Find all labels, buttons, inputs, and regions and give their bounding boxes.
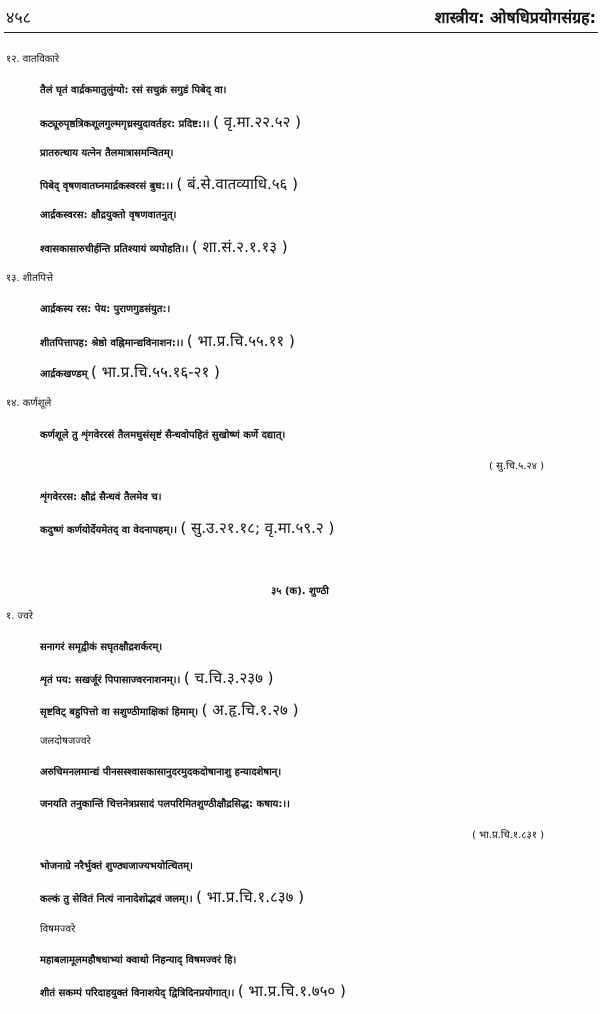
line-text: जलदोषजज्वरे bbox=[40, 735, 91, 747]
citation: ( भा.प्र.चि.५५.१६-२१ ) bbox=[90, 362, 220, 381]
verse-line bbox=[0, 888, 600, 919]
line-text: प्रातरुत्थाय यत्नेन तैलमात्रासमन्वितम्। bbox=[40, 147, 174, 159]
line-text: ३५ (क). शुण्ठी bbox=[271, 585, 329, 597]
spacer bbox=[0, 551, 600, 567]
line-text: जनयति तनुकान्तिं चित्तनेत्रप्रसादं पलपरिमितशुण्ठीक्षौद्रसिद्ध: कषाय:।। bbox=[40, 798, 290, 810]
verse-line bbox=[0, 519, 600, 550]
line-text: कदुष्णं कर्णयोर्देयमेतद् वा वेदनापहम्।। bbox=[40, 525, 177, 537]
line-text: विषमज्वरे bbox=[40, 923, 76, 935]
line-text: १४. कर्णशूले bbox=[6, 398, 52, 410]
citation: ( अ.हृ.चि.१.२७ ) bbox=[201, 700, 299, 719]
verse-line bbox=[0, 113, 600, 144]
running-title: शास्त्रीय: ओषधिप्रयोगसंग्रह: bbox=[434, 8, 596, 27]
verse-line bbox=[0, 363, 600, 394]
citation: ( भा.प्र.चि.१.७५० ) bbox=[237, 982, 346, 1001]
reference-line bbox=[0, 457, 600, 488]
line-text: १. ज्वरे bbox=[6, 610, 33, 622]
verse-line bbox=[0, 669, 600, 700]
line-text: अरुचिमनलमान्द्यं पीनसस्श्वासकासानुदरमुदकदोषानाशु हन्यादशेषान्। bbox=[40, 767, 282, 779]
verse-line bbox=[0, 763, 600, 794]
citation: ( भा.प्र.चि.१.८३७ ) bbox=[196, 888, 304, 907]
chapter-heading bbox=[0, 567, 600, 607]
verse-line bbox=[0, 332, 600, 363]
line-text: आर्द्रकखण्डम् bbox=[40, 368, 88, 380]
line-text: सृष्टविट् बहुपित्तो वा सशुण्ठीमाक्षिकां हिमाम्। bbox=[40, 706, 199, 718]
line-text: कल्कं तु सेवितं नित्यं नानादेशोद्भवं जलम्।। bbox=[40, 894, 193, 906]
header-rule bbox=[4, 32, 598, 33]
verse-line bbox=[0, 638, 600, 669]
citation: ( बं.से.वातव्याधि.५६ ) bbox=[176, 175, 298, 194]
line-text: श्वासकासारुचीर्हन्ति प्रतिश्यायं व्यपोहति।। bbox=[40, 243, 189, 255]
line-text: शीतं सकम्पं परिदाहयुक्तं विनाशयेद् द्वित्रिदिनप्रयोगात्।। bbox=[40, 988, 235, 1000]
section-heading bbox=[0, 269, 600, 300]
page-number: ४५८ bbox=[6, 8, 31, 27]
line-text: तैलं घृतं वार्द्रकमातुलुंग्यो: रसं सचुक्रं सगुडं पिबेद् वा। bbox=[40, 85, 227, 97]
verse-line bbox=[0, 857, 600, 888]
verse-line bbox=[0, 426, 600, 457]
line-text: भोजनाग्रे नरैर्भुक्तं शुण्ठ्यजाज्यभयोत्थितम्। bbox=[40, 861, 193, 873]
line-text: १३. शीतपित्ते bbox=[6, 273, 54, 285]
verse-line bbox=[0, 238, 600, 269]
line-text: ( सु.चि.५.२४ ) bbox=[489, 460, 544, 472]
verse-line bbox=[0, 701, 600, 732]
verse-line bbox=[0, 144, 600, 175]
verse-line bbox=[0, 175, 600, 206]
line-text: आर्द्रकस्वरस: क्षौद्रयुक्तो वृषणवातनुत्। bbox=[40, 210, 177, 222]
line-text: आर्द्रकस्य रस: पेय: पुराणगुडसंयुत:। bbox=[40, 304, 171, 316]
line-text: पिबेद् वृषणवातघ्नमार्द्रकस्वरसं बुध:।। bbox=[40, 181, 174, 193]
line-text: शृंगवेररस: क्षौद्रं सैन्धवं तैलमेव च। bbox=[40, 492, 162, 504]
section-heading bbox=[0, 394, 600, 425]
subsection-label bbox=[0, 732, 600, 763]
line-text: शृतं पय: सखर्जूरं पिपासाज्वरनाशनम्।। bbox=[40, 675, 181, 687]
page-body bbox=[0, 50, 600, 1014]
verse-line bbox=[0, 300, 600, 331]
line-text: कट्यूरुपृष्ठत्रिकशूलगुल्मगृध्रस्युदावर्तहर: प्रदिष्ट:।। bbox=[40, 118, 210, 130]
citation: ( वृ.मा.२२.५२ ) bbox=[213, 112, 302, 131]
verse-line bbox=[0, 795, 600, 826]
line-text: १२. वातविकारे bbox=[6, 54, 60, 65]
line-text: कर्णशूले तु शृंगवेररसं तैलमधुसंसृष्टं सैन्धवोपहितं सुखोष्णं कर्णे दद्यात्। bbox=[40, 429, 286, 441]
section-heading bbox=[0, 607, 600, 638]
page-header bbox=[6, 6, 596, 30]
line-text: सनागरं समृद्वीकं सघृतक्षौद्रशर्करम्। bbox=[40, 642, 163, 654]
reference-line bbox=[0, 826, 600, 857]
section-heading bbox=[0, 50, 600, 81]
citation: ( शा.सं.२.१.१३ ) bbox=[191, 237, 288, 256]
verse-line bbox=[0, 206, 600, 237]
verse-line bbox=[0, 951, 600, 982]
citation: ( च.चि.३.२३७ ) bbox=[183, 669, 274, 688]
subsection-label bbox=[0, 920, 600, 951]
line-text: महाबलामूलमहौषधाभ्यां क्वाथो निहन्याद् विषमज्वरं हि। bbox=[40, 955, 237, 967]
citation: ( सु.उ.२१.१८; वृ.मा.५९.२ ) bbox=[180, 519, 335, 538]
line-text: शीतपित्तापह: श्रेष्ठो वह्निमान्द्यविनाशन:।। bbox=[40, 337, 184, 349]
citation: ( भा.प्र.चि.५५.११ ) bbox=[186, 331, 295, 350]
verse-line bbox=[0, 81, 600, 112]
line-text: ( भा.प्र.चि.१.८३१ ) bbox=[472, 829, 544, 841]
verse-line bbox=[0, 488, 600, 519]
